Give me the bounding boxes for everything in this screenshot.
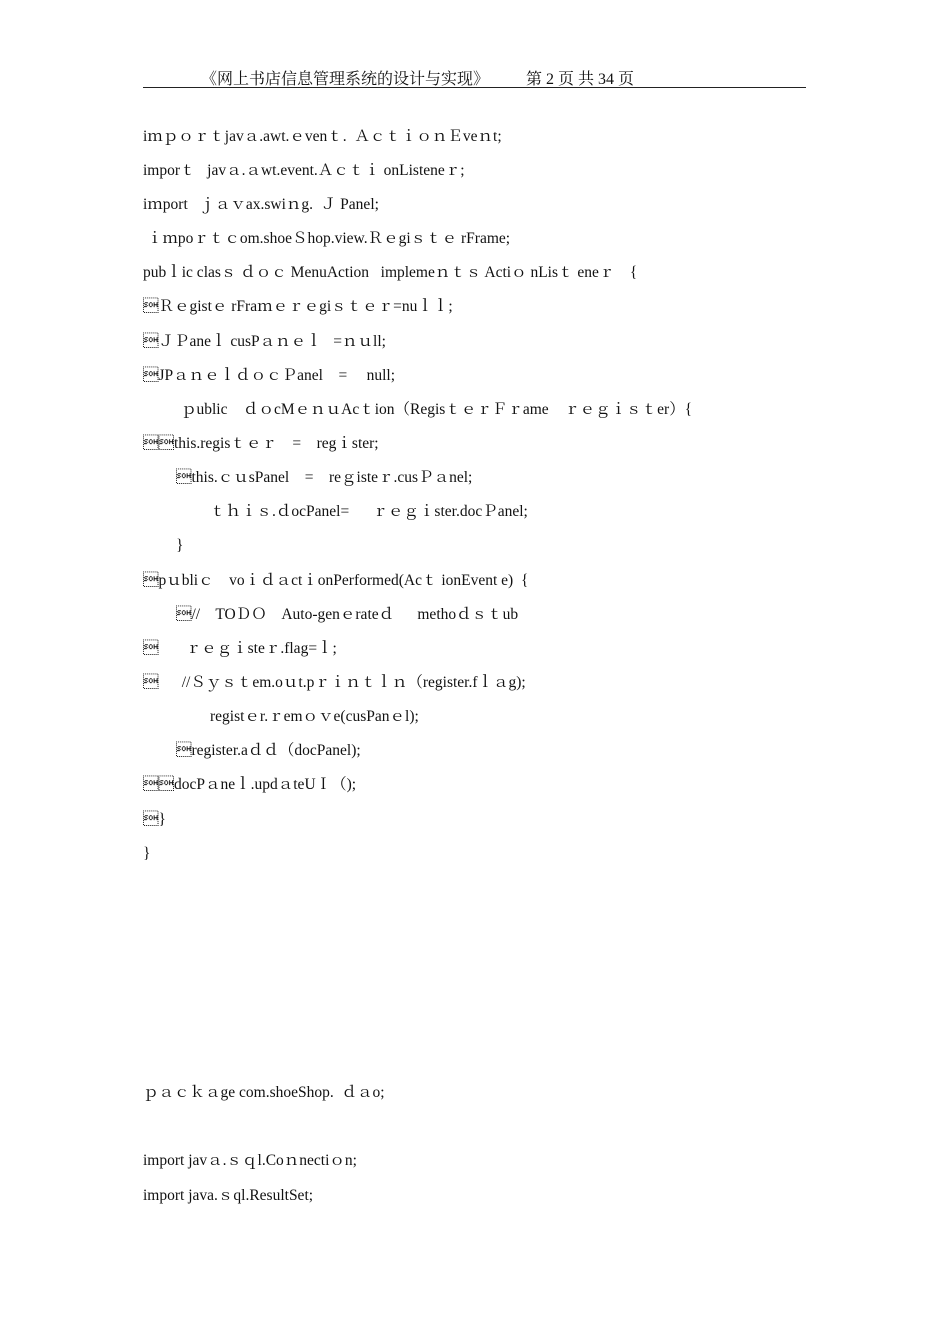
code-line: JPａｎｅｌｄｏｃＰanel = null; xyxy=(143,367,396,384)
code-line: registｅr.ｒemｏｖe(cusPanｅl); xyxy=(210,708,419,725)
code-line: iｍport ｊａｖax.swiｎg. Ｊ Panel; xyxy=(143,196,379,213)
code-line: } xyxy=(143,845,151,862)
code-line: import javａ.ｓｑl.Coｎnectiｏn; xyxy=(143,1152,357,1169)
code-line: docPａneｌ.updａteUＩ（); xyxy=(143,776,357,793)
code-line: ｐａｃｋａge com.shoeShop. ｄａo; xyxy=(143,1084,385,1101)
code-line: // TOＤＯ Auto-genｅrateｄ methoｄｓｔub xyxy=(176,606,519,623)
code-line: pｕbliｃ voｉｄａctｉonPerformed(Acｔ ionEvent e) { xyxy=(143,572,529,589)
code-line: imporｔ javａ.ａwt.event.Ａｃｔｉ onListeneｒ; xyxy=(143,162,465,179)
code-line: ｉｍpoｒｔｃom.shoeＳhop.view.Ｒｅgiｓｔｅ rFrame; xyxy=(143,230,511,247)
code-line: this.ｃｕsPanel = reｇisteｒ.cusＰａnel; xyxy=(176,469,473,486)
code-line: ｔｈｉｓ.ｄocPanel= ｒｅｇｉster.docＰanel; xyxy=(210,503,528,520)
code-line: pubｌic clasｓ ｄｏｃ MenuAction implemeｎｔｓ Actiｏ nLisｔ eneｒ { xyxy=(143,264,638,281)
code-line: import java.ｓql.ResultSet; xyxy=(143,1187,314,1204)
code-line: ＪＰaneｌ cusPａｎｅｌ =ｎｕll; xyxy=(143,333,386,350)
code-line: } xyxy=(176,537,184,554)
document-title: 《网上书店信息管理系统的设计与实现》 xyxy=(201,71,490,88)
page-header xyxy=(143,64,806,88)
page-number: 第 2 页 共 34 页 xyxy=(526,71,635,88)
code-line: } xyxy=(143,811,166,828)
code-line: iｍｐｏｒｔjavａ.awt.ｅvenｔ. ＡｃｔｉｏｎＥveｎt; xyxy=(143,128,502,145)
code-line: this.regisｔｅｒ = regｉster; xyxy=(143,435,379,452)
code-line: register.aｄｄ（docPanel); xyxy=(176,742,361,759)
code-line:  //Ｓｙｓｔem.oｕt.pｒｉｎｔｌｎ（register.fｌａg); xyxy=(143,674,526,691)
code-line: Ｒｅgistｅ rFraｍｅｒｅgiｓｔｅｒ=nuｌｌ; xyxy=(143,298,453,315)
code-line: ｐublic ｄｏcMｅｎｕAcｔion（RegisｔｅｒＦｒame ｒｅｇｉｓｔer）{ xyxy=(181,401,693,418)
code-line:  ｒｅｇｉsteｒ.flag=ｌ; xyxy=(143,640,337,657)
